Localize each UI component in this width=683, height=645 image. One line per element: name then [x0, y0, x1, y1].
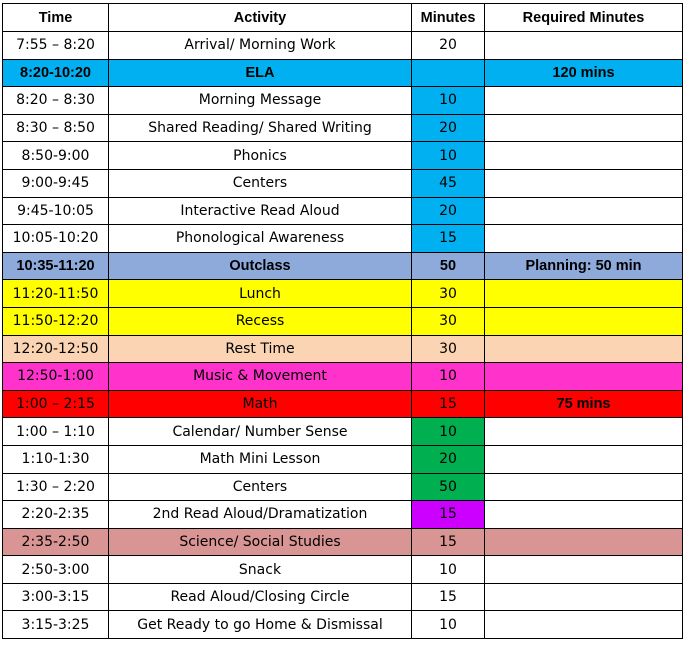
table-row — [3, 611, 683, 639]
time-cell: 12:50-1:00 — [3, 363, 109, 391]
table-row — [3, 307, 683, 335]
required-minutes-cell — [485, 418, 683, 446]
table-row — [3, 59, 683, 87]
activity-cell: Outclass — [109, 252, 412, 280]
table-row — [3, 583, 683, 611]
minutes-cell: 15 — [412, 528, 485, 556]
required-minutes-cell: 75 mins — [485, 390, 683, 418]
required-minutes-cell — [485, 87, 683, 115]
table-row — [3, 556, 683, 584]
required-minutes-cell — [485, 142, 683, 170]
table-row — [3, 32, 683, 60]
minutes-cell: 10 — [412, 87, 485, 115]
table-row — [3, 87, 683, 115]
time-cell: 8:50-9:00 — [3, 142, 109, 170]
required-minutes-cell — [485, 114, 683, 142]
required-minutes-cell — [485, 473, 683, 501]
activity-cell: Phonological Awareness — [109, 225, 412, 253]
activity-cell: Math Mini Lesson — [109, 445, 412, 473]
activity-cell: Get Ready to go Home & Dismissal — [109, 611, 412, 639]
table-row — [3, 335, 683, 363]
header-required-minutes: Required Minutes — [485, 4, 683, 32]
minutes-cell: 30 — [412, 335, 485, 363]
activity-cell: Shared Reading/ Shared Writing — [109, 114, 412, 142]
time-cell: 7:55 – 8:20 — [3, 32, 109, 60]
required-minutes-cell — [485, 583, 683, 611]
table-row — [3, 225, 683, 253]
table-row — [3, 197, 683, 225]
required-minutes-cell — [485, 197, 683, 225]
time-cell: 3:00-3:15 — [3, 583, 109, 611]
required-minutes-cell — [485, 32, 683, 60]
time-cell: 2:35-2:50 — [3, 528, 109, 556]
minutes-cell: 20 — [412, 445, 485, 473]
table-row — [3, 363, 683, 391]
minutes-cell — [412, 59, 485, 87]
time-cell: 11:50-12:20 — [3, 307, 109, 335]
table-row — [3, 252, 683, 280]
time-cell: 1:10-1:30 — [3, 445, 109, 473]
time-cell: 1:30 – 2:20 — [3, 473, 109, 501]
required-minutes-cell — [485, 501, 683, 529]
required-minutes-cell — [485, 225, 683, 253]
required-minutes-cell — [485, 528, 683, 556]
minutes-cell: 10 — [412, 142, 485, 170]
time-cell: 3:15-3:25 — [3, 611, 109, 639]
minutes-cell: 45 — [412, 169, 485, 197]
time-cell: 8:20-10:20 — [3, 59, 109, 87]
minutes-cell: 10 — [412, 556, 485, 584]
activity-cell: Music & Movement — [109, 363, 412, 391]
minutes-cell: 30 — [412, 307, 485, 335]
required-minutes-cell — [485, 445, 683, 473]
activity-cell: Math — [109, 390, 412, 418]
required-minutes-cell — [485, 169, 683, 197]
minutes-cell: 10 — [412, 363, 485, 391]
minutes-cell: 20 — [412, 197, 485, 225]
activity-cell: Centers — [109, 169, 412, 197]
minutes-cell: 50 — [412, 252, 485, 280]
activity-cell: Interactive Read Aloud — [109, 197, 412, 225]
time-cell: 2:20-2:35 — [3, 501, 109, 529]
header-row — [3, 4, 683, 32]
table-row — [3, 280, 683, 308]
time-cell: 12:20-12:50 — [3, 335, 109, 363]
activity-cell: Rest Time — [109, 335, 412, 363]
time-cell: 1:00 – 2:15 — [3, 390, 109, 418]
minutes-cell: 15 — [412, 501, 485, 529]
activity-cell: Read Aloud/Closing Circle — [109, 583, 412, 611]
activity-cell: Science/ Social Studies — [109, 528, 412, 556]
schedule-body — [3, 32, 683, 639]
activity-cell: Recess — [109, 307, 412, 335]
required-minutes-cell — [485, 556, 683, 584]
activity-cell: Snack — [109, 556, 412, 584]
activity-cell: Arrival/ Morning Work — [109, 32, 412, 60]
table-row — [3, 142, 683, 170]
table-row — [3, 445, 683, 473]
activity-cell: Morning Message — [109, 87, 412, 115]
required-minutes-cell — [485, 335, 683, 363]
time-cell: 8:20 – 8:30 — [3, 87, 109, 115]
header-minutes: Minutes — [412, 4, 485, 32]
minutes-cell: 15 — [412, 390, 485, 418]
activity-cell: Phonics — [109, 142, 412, 170]
time-cell: 10:35-11:20 — [3, 252, 109, 280]
time-cell: 11:20-11:50 — [3, 280, 109, 308]
schedule-table — [2, 3, 683, 639]
table-row — [3, 169, 683, 197]
minutes-cell: 10 — [412, 611, 485, 639]
minutes-cell: 20 — [412, 32, 485, 60]
time-cell: 2:50-3:00 — [3, 556, 109, 584]
time-cell: 9:00-9:45 — [3, 169, 109, 197]
header-activity: Activity — [109, 4, 412, 32]
activity-cell: Calendar/ Number Sense — [109, 418, 412, 446]
time-cell: 9:45-10:05 — [3, 197, 109, 225]
required-minutes-cell — [485, 280, 683, 308]
required-minutes-cell: Planning: 50 min — [485, 252, 683, 280]
required-minutes-cell — [485, 363, 683, 391]
table-row — [3, 390, 683, 418]
minutes-cell: 10 — [412, 418, 485, 446]
table-row — [3, 501, 683, 529]
table-row — [3, 528, 683, 556]
minutes-cell: 30 — [412, 280, 485, 308]
required-minutes-cell — [485, 611, 683, 639]
required-minutes-cell — [485, 307, 683, 335]
activity-cell: 2nd Read Aloud/Dramatization — [109, 501, 412, 529]
activity-cell: ELA — [109, 59, 412, 87]
minutes-cell: 15 — [412, 225, 485, 253]
table-row — [3, 418, 683, 446]
activity-cell: Lunch — [109, 280, 412, 308]
table-row — [3, 114, 683, 142]
header-time: Time — [3, 4, 109, 32]
minutes-cell: 50 — [412, 473, 485, 501]
time-cell: 1:00 – 1:10 — [3, 418, 109, 446]
time-cell: 8:30 – 8:50 — [3, 114, 109, 142]
table-row — [3, 473, 683, 501]
required-minutes-cell: 120 mins — [485, 59, 683, 87]
activity-cell: Centers — [109, 473, 412, 501]
minutes-cell: 20 — [412, 114, 485, 142]
minutes-cell: 15 — [412, 583, 485, 611]
time-cell: 10:05-10:20 — [3, 225, 109, 253]
